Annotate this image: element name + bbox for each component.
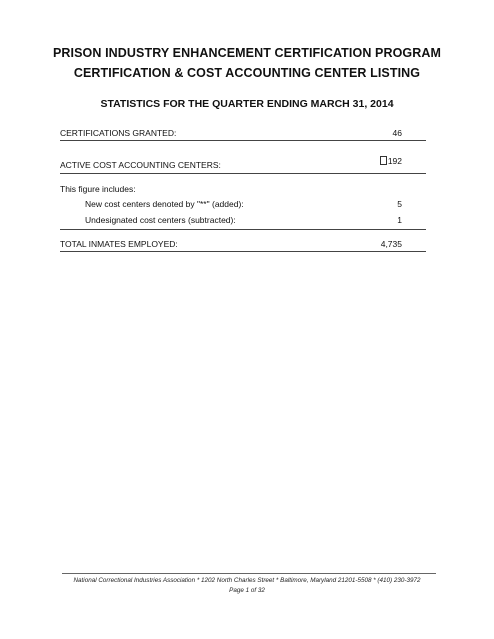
undesignated-label: Undesignated cost centers (subtracted): [85,215,236,225]
centers-label: ACTIVE COST ACCOUNTING CENTERS: [60,160,221,170]
inmates-label: TOTAL INMATES EMPLOYED: [60,239,178,249]
certifications-label: CERTIFICATIONS GRANTED: [60,128,177,138]
certifications-rule [60,140,426,141]
missing-glyph-icon [380,156,387,165]
new-centers-value: 5 [397,199,402,209]
footer-rule [62,573,436,574]
inmates-rule [60,251,426,252]
footer-address: National Correctional Industries Association * 1202 North Charles Street * Baltimore, Maryland 21201-5508 * (410) 230-3972 [73,577,421,584]
document-title-line1: PRISON INDUSTRY ENHANCEMENT CERTIFICATION PROGRAM [52,46,441,60]
certifications-value: 46 [392,128,402,138]
footer-page-number: Page 1 of 32 [229,587,265,594]
includes-note: This figure includes: [60,184,136,194]
inmates-value: 4,735 [380,239,402,249]
new-centers-label: New cost centers denoted by "**" (added): [85,199,244,209]
centers-rule [60,173,426,174]
document-title-line2: CERTIFICATION & COST ACCOUNTING CENTER LISTING [73,66,421,80]
centers-value-wrap [380,156,402,167]
undesignated-rule [60,229,426,230]
undesignated-value: 1 [397,215,402,225]
centers-value: 192 [387,156,402,166]
quarter-subtitle: STATISTICS FOR THE QUARTER ENDING MARCH 31, 2014 [100,98,394,110]
